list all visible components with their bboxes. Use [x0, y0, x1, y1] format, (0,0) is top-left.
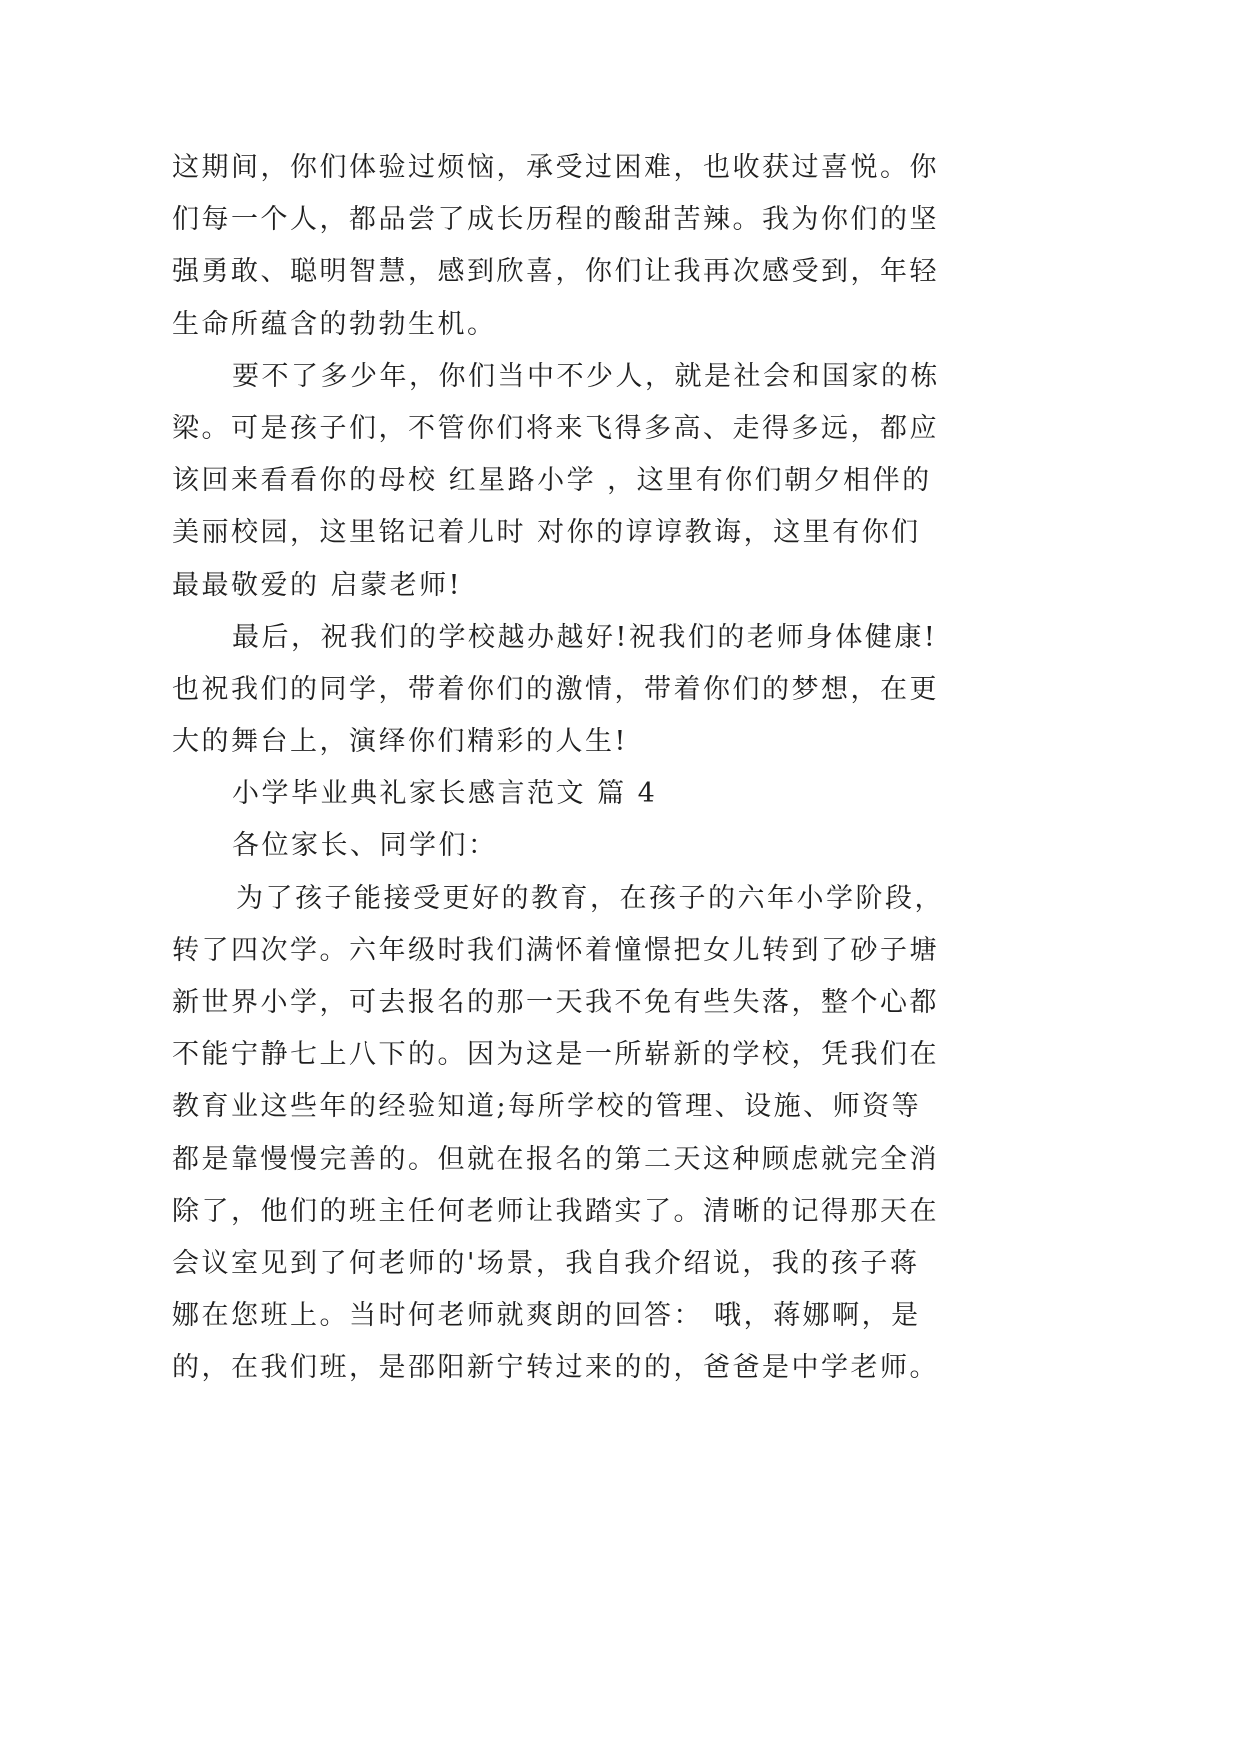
text-line: 大的舞台上，演绎你们精彩的人生!: [172, 726, 628, 758]
text-line: 除了，他们的班主任何老师让我踏实了。清晰的记得那天在: [172, 1195, 939, 1227]
text-line: 教育业这些年的经验知道;每所学校的管理、设施、师资等: [172, 1091, 922, 1123]
body-text: [172, 142, 992, 1395]
text-line: 们每一个人，都品尝了成长历程的酸甜苦辣。我为你们的坚: [172, 204, 939, 236]
text-line: 强勇敢、聪明智慧，感到欣喜，你们让我再次感受到，年轻: [172, 256, 939, 288]
text-line: 转了四次学。六年级时我们满怀着憧憬把女儿转到了砂子塘: [172, 934, 939, 966]
text-line: 不能宁静七上八下的。因为这是一所崭新的学校，凭我们在: [172, 1039, 939, 1071]
text-line: 都是靠慢慢完善的。但就在报名的第二天这种顾虑就完全消: [172, 1143, 939, 1175]
text-line: 最最敬爱的 启蒙老师!: [172, 569, 462, 601]
text-line: 梁。可是孩子们，不管你们将来飞得多高、走得多远，都应: [172, 412, 939, 444]
text-line: 会议室见到了何老师的'场景，我自我介绍说，我的孩子蒋: [172, 1247, 920, 1279]
text-line: 也祝我们的同学，带着你们的激情，带着你们的梦想，在更: [172, 673, 939, 705]
text-line: 新世界小学，可去报名的那一天我不免有些失落，整个心都: [172, 987, 939, 1018]
paragraph-start-line: 最后，祝我们的学校越办越好!祝我们的老师身体健康!: [232, 621, 938, 653]
text-line: 美丽校园，这里铭记着儿时 对你的谆谆教诲，这里有你们: [172, 517, 921, 549]
text-line: 生命所蕴含的勃勃生机。: [172, 308, 497, 340]
section-heading: 小学毕业典礼家长感言范文 篇 4: [232, 778, 658, 810]
paragraph-start-line: 要不了多少年，你们当中不少人，就是社会和国家的栋: [232, 360, 940, 392]
text-line: 的，在我们班，是邵阳新宁转过来的的，爸爸是中学老师。: [172, 1352, 939, 1384]
paragraph-start-line: 为了孩子能接受更好的教育，在孩子的六年小学阶段，: [236, 882, 944, 914]
text-line: 该回来看看你的母校 红星路小学 ，这里有你们朝夕相伴的: [172, 465, 932, 497]
text-line: 这期间，你们体验过烦恼，承受过困难，也收获过喜悦。你: [172, 152, 939, 183]
salutation-line: 各位家长、同学们：: [232, 830, 498, 862]
text-line: 娜在您班上。当时何老师就爽朗的回答： 哦，蒋娜啊，是: [172, 1300, 921, 1332]
